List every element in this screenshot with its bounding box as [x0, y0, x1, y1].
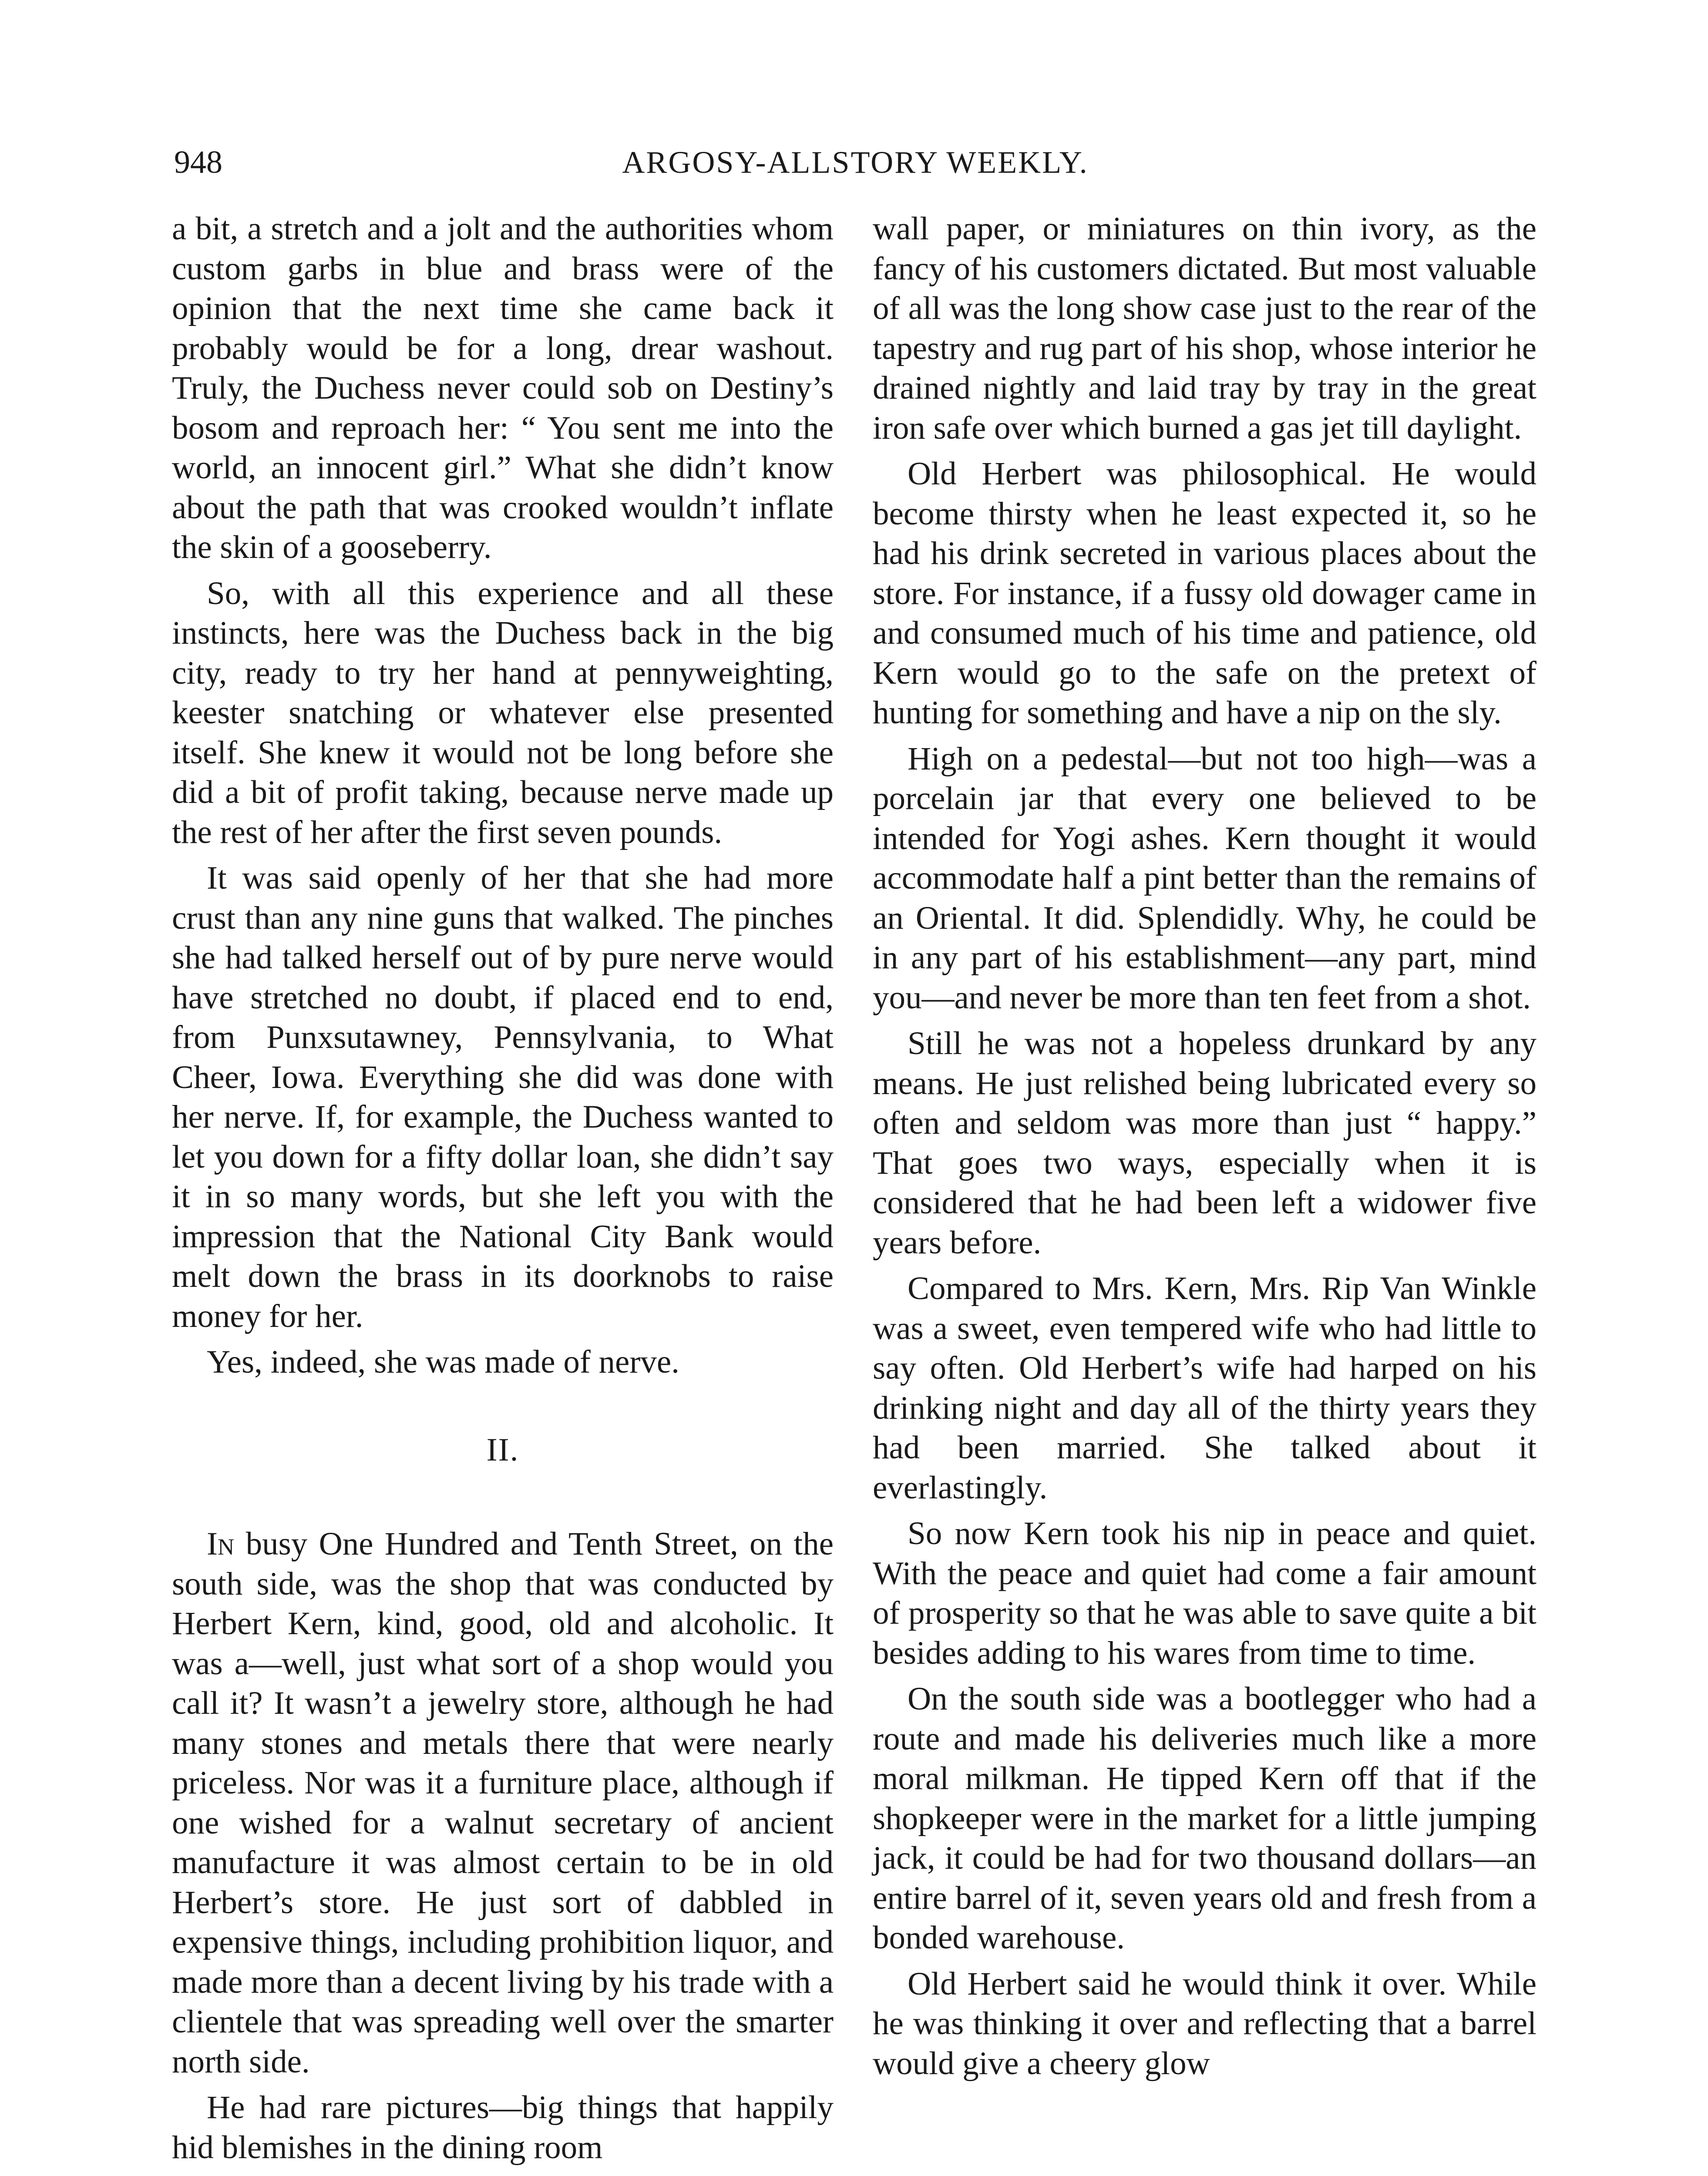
- paragraph: Compared to Mrs. Kern, Mrs. Rip Van Winkle was a sweet, even tempered wife who had little to say often. Old Herbert’s wife had harped on his drinking night and day all of the thirty years they had been married. She talked about it everlastingly.: [873, 1270, 1537, 1506]
- running-head: [174, 138, 1537, 186]
- page-number: 948: [174, 144, 222, 180]
- section-opening-text: busy One Hundred and Tenth Street, on the south side, was the shop that was conducted by Herbert Kern, kind, good, old and alcoholic. It was a—well, just what sort of a shop would you call it? It wasn’t a jewelry store, although he had many stones and metals there that were nearly priceless. Nor was it a furniture place, although if one wished for a walnut secretary of ancient manufacture it was almost certain to be in old Herbert’s store. He just sort of dabbled in expensive things, including prohibition liquor, and made more than a decent living by his trade with a clientele that was spreading well over the smarter north side.: [172, 1526, 834, 2080]
- left-column: [172, 209, 834, 2173]
- paragraph: On the south side was a bootlegger who had a route and made his deliveries much like a more moral milkman. He tipped Kern off that if the shopkeeper were in the market for a little jumping jack, it could be had for two thousand dollars—an entire barrel of it, seven years old and fresh from a bonded warehouse.: [873, 1681, 1537, 1956]
- paragraph: Old Herbert said he would think it over. While he was thinking it over and reflecting that a barrel would give a cheery glow: [873, 1965, 1537, 2082]
- section-opening-paragraph: [172, 1524, 834, 2082]
- paragraph: It was said openly of her that she had more crust than any nine guns that walked. The pinches she had talked herself out of by pure nerve would have stretched no doubt, if placed end to end, from Punxsutawney, Pennsylvania, to What Cheer, Iowa. Everything she did was done with her nerve. If, for example, the Duchess wanted to let you down for a fifty dollar loan, she didn’t say it in so many words, but she left you with the impression that the National City Bank would melt down the brass in its doorknobs to raise money for her.: [172, 860, 834, 1334]
- paragraph: Yes, indeed, she was made of nerve.: [207, 1344, 679, 1380]
- paragraph: wall paper, or miniatures on thin ivory, as the fancy of his customers dictated. But most valuable of all was the long show case just to the rear of the tapestry and rug part of his shop, whose interior he drained nightly and laid tray by tray in the great iron safe over which burned a gas jet till daylight.: [873, 211, 1537, 446]
- section-lead-word: In: [207, 1526, 235, 1562]
- paragraph: So now Kern took his nip in peace and quiet. With the peace and quiet had come a fair amount of prosperity so that he was able to save quite a bit besides adding to his wares from time to time.: [873, 1515, 1537, 1671]
- paragraph: He had rare pictures—big things that happily hid blemishes in the dining room: [172, 2089, 834, 2166]
- magazine-title: ARGOSY-ALLSTORY WEEKLY.: [622, 145, 1089, 180]
- paragraph: So, with all this experience and all these instincts, here was the Duchess back in the big city, ready to try her hand at pennyweighting, keester snatching or whatever else presented itself. She knew it would not be long before she did a bit of profit taking, because nerve made up the rest of her after the first seven pounds.: [172, 575, 834, 850]
- paragraph: Still he was not a hopeless drunkard by any means. He just relished being lubricated every so often and seldom was more than just “ happy.” That goes two ways, especially when it is considered that he had been left a widower five years before.: [873, 1025, 1537, 1261]
- section-number: II.: [486, 1431, 519, 1468]
- paragraph: Old Herbert was philosophical. He would become thirsty when he least expected it, so he had his drink secreted in various places about the store. For instance, if a fussy old dowager came in and consumed much of his time and patience, old Kern would go to the safe on the pretext of hunting for something and have a nip on the sly.: [873, 456, 1537, 731]
- paragraph: a bit, a stretch and a jolt and the authorities whom custom garbs in blue and brass were of the opinion that the next time she came back it probably would be for a long, drear washout. Truly, the Duchess never could sob on Destiny’s bosom and reproach her: “ You sent me into the world, an innocent girl.” What she didn’t know about the path that was crooked wouldn’t inflate the skin of a gooseberry.: [172, 211, 834, 565]
- right-column: [873, 209, 1537, 2089]
- paragraph: High on a pedestal—but not too high—was a porcelain jar that every one believed to be intended for Yogi ashes. Kern thought it would accommodate half a pint better than the remains of an Oriental. It did. Splendidly. Why, he could be in any part of his establishment—any part, mind you—and never be more than ten feet from a shot.: [873, 740, 1537, 1016]
